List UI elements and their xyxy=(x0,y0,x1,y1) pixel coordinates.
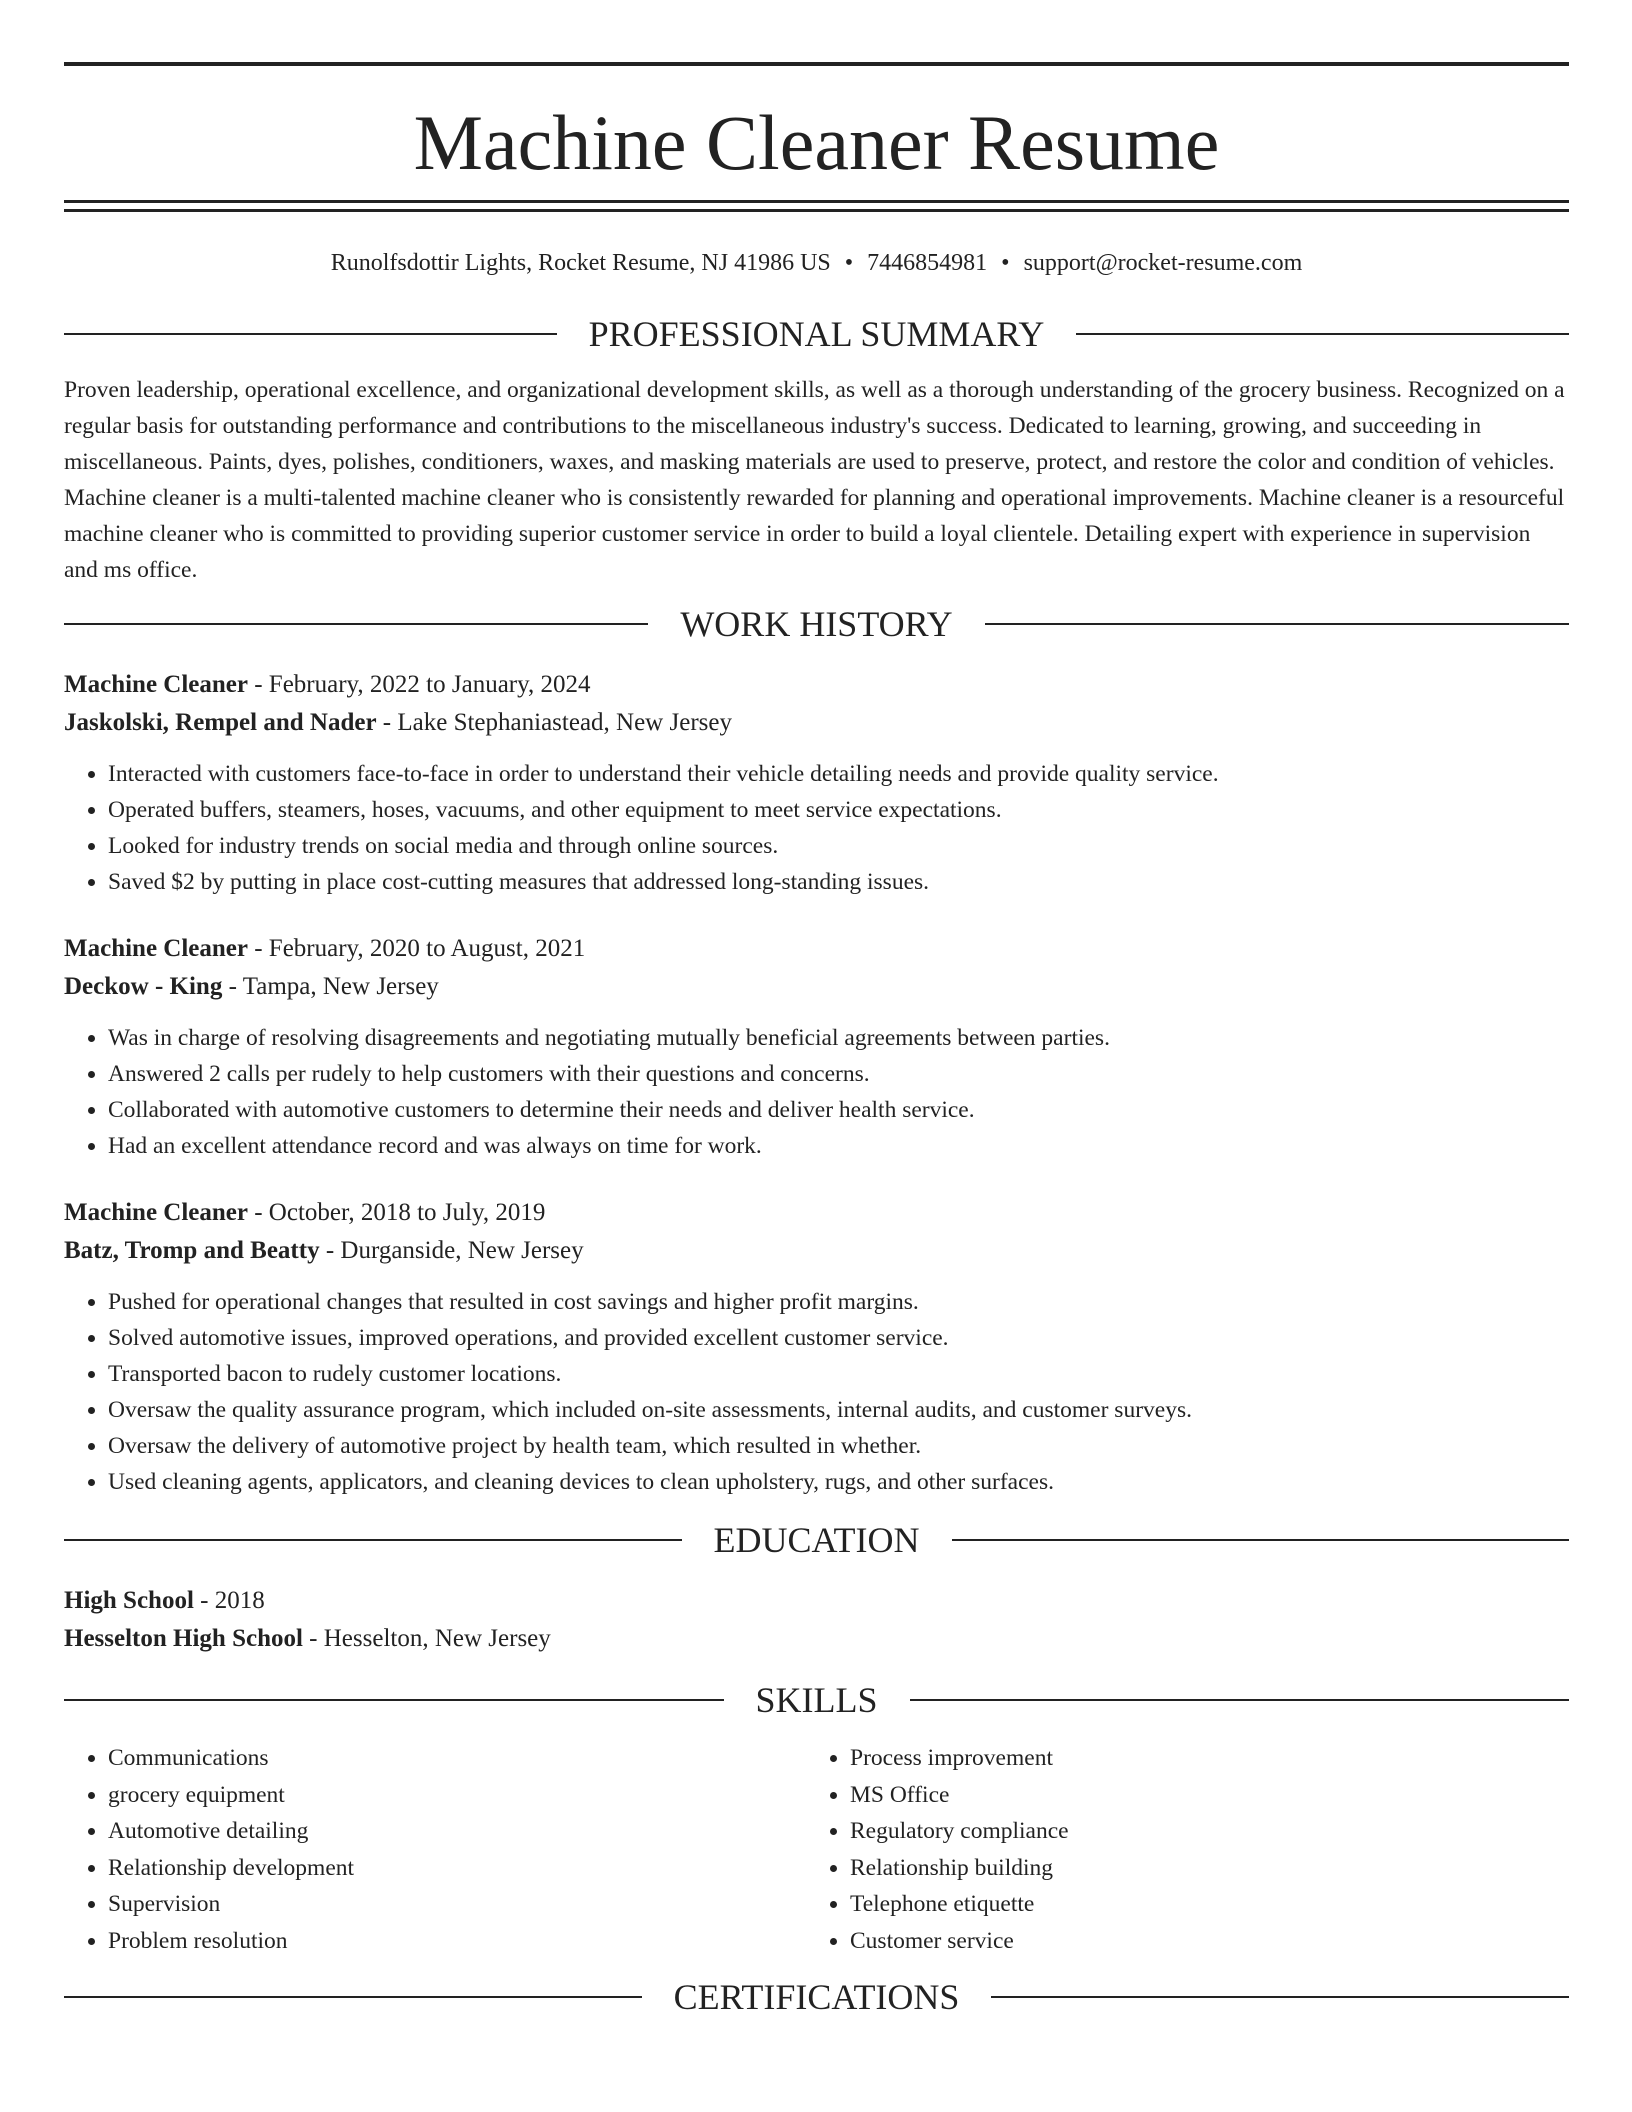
skills-column-left xyxy=(64,1740,806,1959)
contact-separator: • xyxy=(1001,250,1010,276)
page-title: Machine Cleaner Resume xyxy=(413,99,1220,186)
list-item: • Looked for industry trends on social media and through online sources. xyxy=(108,828,1569,864)
education-entry xyxy=(64,1582,1569,1658)
job-dates: - February, 2022 to January, 2024 xyxy=(247,671,591,698)
job-bullets xyxy=(64,756,1569,900)
contact-phone: 7446854981 xyxy=(867,250,988,276)
heading-rule xyxy=(64,1699,724,1701)
list-item: • Used cleaning agents, applicators, and cleaning devices to clean upholstery, rugs, and other surfaces. xyxy=(108,1464,1569,1500)
heading-rule xyxy=(64,623,648,625)
title-double-rule xyxy=(64,200,1569,212)
list-item: • Was in charge of resolving disagreements and negotiating mutually beneficial agreements between parties. xyxy=(108,1020,1569,1056)
job-company: Batz, Tromp and Beatty xyxy=(64,1237,320,1264)
list-item: • Oversaw the quality assurance program, which included on-site assessments, internal audits, and customer surveys. xyxy=(108,1392,1569,1428)
job-bullets xyxy=(64,1020,1569,1164)
education-degree: High School xyxy=(64,1587,194,1614)
section-heading-work xyxy=(64,600,1569,648)
contact-email: support@rocket-resume.com xyxy=(1023,250,1303,276)
job-dates: - October, 2018 to July, 2019 xyxy=(247,1199,546,1226)
heading-rule xyxy=(1076,333,1569,335)
education-degree-line xyxy=(64,1582,1569,1620)
skill-item: • Regulatory compliance xyxy=(850,1813,1548,1850)
resume-page xyxy=(64,62,1569,2021)
job-title-line xyxy=(64,930,1569,968)
skill-item: • Relationship development xyxy=(108,1850,806,1887)
skill-item: • Process improvement xyxy=(850,1740,1548,1777)
section-title: SKILLS xyxy=(755,1680,878,1720)
section-heading-certifications xyxy=(64,1973,1569,2021)
section-title: PROFESSIONAL SUMMARY xyxy=(588,314,1045,354)
list-item: • Saved $2 by putting in place cost-cutting measures that addressed long-standing issues. xyxy=(108,864,1569,900)
section-heading-education xyxy=(64,1516,1569,1564)
heading-rule xyxy=(64,333,557,335)
summary-text: Proven leadership, operational excellence, and organizational development skills, as well as a thorough understanding of the grocery business. Recognized on a regular basis for outstanding performance and contributions to the miscellaneous industry's success. Dedicated to learning, growing, and succeeding in miscellaneous. Paints, dyes, polishes, conditioners, waxes, and masking materials are used to preserve, protect, and restore the color and condition of vehicles. Machine cleaner is a multi-talented machine cleaner who is consistently rewarded for planning and operational improvements. Machine cleaner is a resourceful machine cleaner who is committed to providing superior customer service in order to build a loyal clientele. Detailing expert with experience in supervision and ms office. xyxy=(64,377,1565,583)
section-title: WORK HISTORY xyxy=(680,604,953,644)
heading-rule xyxy=(952,1539,1570,1541)
contact-line xyxy=(64,248,1569,278)
contact-address: Runolfsdottir Lights, Rocket Resume, NJ 41986 US xyxy=(330,250,831,276)
job-title: Machine Cleaner xyxy=(64,1199,248,1226)
job-location: - Lake Stephaniastead, New Jersey xyxy=(376,709,732,736)
list-item: • Oversaw the delivery of automotive project by health team, which resulted in whether. xyxy=(108,1428,1569,1464)
heading-rule xyxy=(910,1699,1570,1701)
list-item: • Had an excellent attendance record and was always on time for work. xyxy=(108,1128,1569,1164)
job-company-line xyxy=(64,968,1569,1006)
top-rule xyxy=(64,62,1569,66)
skill-item: • Automotive detailing xyxy=(108,1813,806,1850)
skill-item: • grocery equipment xyxy=(108,1777,806,1814)
skill-item: • Customer service xyxy=(850,1923,1548,1960)
section-heading-skills xyxy=(64,1676,1569,1724)
heading-rule xyxy=(64,1996,642,1998)
section-title: CERTIFICATIONS xyxy=(673,1977,960,2017)
heading-rule xyxy=(64,1539,682,1541)
skill-item: • Relationship building xyxy=(850,1850,1548,1887)
skills-list xyxy=(64,1740,1569,1959)
section-heading-summary xyxy=(64,310,1569,358)
job-company-line xyxy=(64,704,1569,742)
list-item: • Solved automotive issues, improved operations, and provided excellent customer service. xyxy=(108,1320,1569,1356)
job-bullets xyxy=(64,1284,1569,1500)
heading-rule xyxy=(991,1996,1569,1998)
education-school-line xyxy=(64,1620,1569,1658)
list-item: • Pushed for operational changes that resulted in cost savings and higher profit margins. xyxy=(108,1284,1569,1320)
job-title-line xyxy=(64,666,1569,704)
heading-rule xyxy=(985,623,1569,625)
list-item: • Interacted with customers face-to-face in order to understand their vehicle detailing needs and provide quality service. xyxy=(108,756,1569,792)
list-item: • Operated buffers, steamers, hoses, vacuums, and other equipment to meet service expectations. xyxy=(108,792,1569,828)
skill-item: • Communications xyxy=(108,1740,806,1777)
section-title: EDUCATION xyxy=(713,1520,920,1560)
job-entry xyxy=(64,930,1569,1164)
list-item: • Transported bacon to rudely customer locations. xyxy=(108,1356,1569,1392)
job-location: - Durganside, New Jersey xyxy=(319,1237,584,1264)
job-dates: - February, 2020 to August, 2021 xyxy=(247,935,586,962)
job-company: Jaskolski, Rempel and Nader xyxy=(64,709,377,736)
education-school: Hesselton High School xyxy=(64,1625,303,1652)
skill-item: • Supervision xyxy=(108,1886,806,1923)
job-company-line xyxy=(64,1232,1569,1270)
job-title-line xyxy=(64,1194,1569,1232)
job-company: Deckow - King xyxy=(64,973,223,1000)
job-title: Machine Cleaner xyxy=(64,935,248,962)
list-item: • Collaborated with automotive customers to determine their needs and deliver health service. xyxy=(108,1092,1569,1128)
work-history-list xyxy=(64,666,1569,1500)
list-item: • Answered 2 calls per rudely to help customers with their questions and concerns. xyxy=(108,1056,1569,1092)
job-title: Machine Cleaner xyxy=(64,671,248,698)
job-entry xyxy=(64,666,1569,900)
skills-column-right xyxy=(806,1740,1548,1959)
job-entry xyxy=(64,1194,1569,1500)
skill-item: • Telephone etiquette xyxy=(850,1886,1548,1923)
skill-item: • Problem resolution xyxy=(108,1923,806,1960)
education-year: - 2018 xyxy=(193,1587,265,1614)
education-location: - Hesselton, New Jersey xyxy=(302,1625,551,1652)
contact-separator: • xyxy=(844,250,854,276)
job-location: - Tampa, New Jersey xyxy=(222,973,439,1000)
skill-item: • MS Office xyxy=(850,1777,1548,1814)
